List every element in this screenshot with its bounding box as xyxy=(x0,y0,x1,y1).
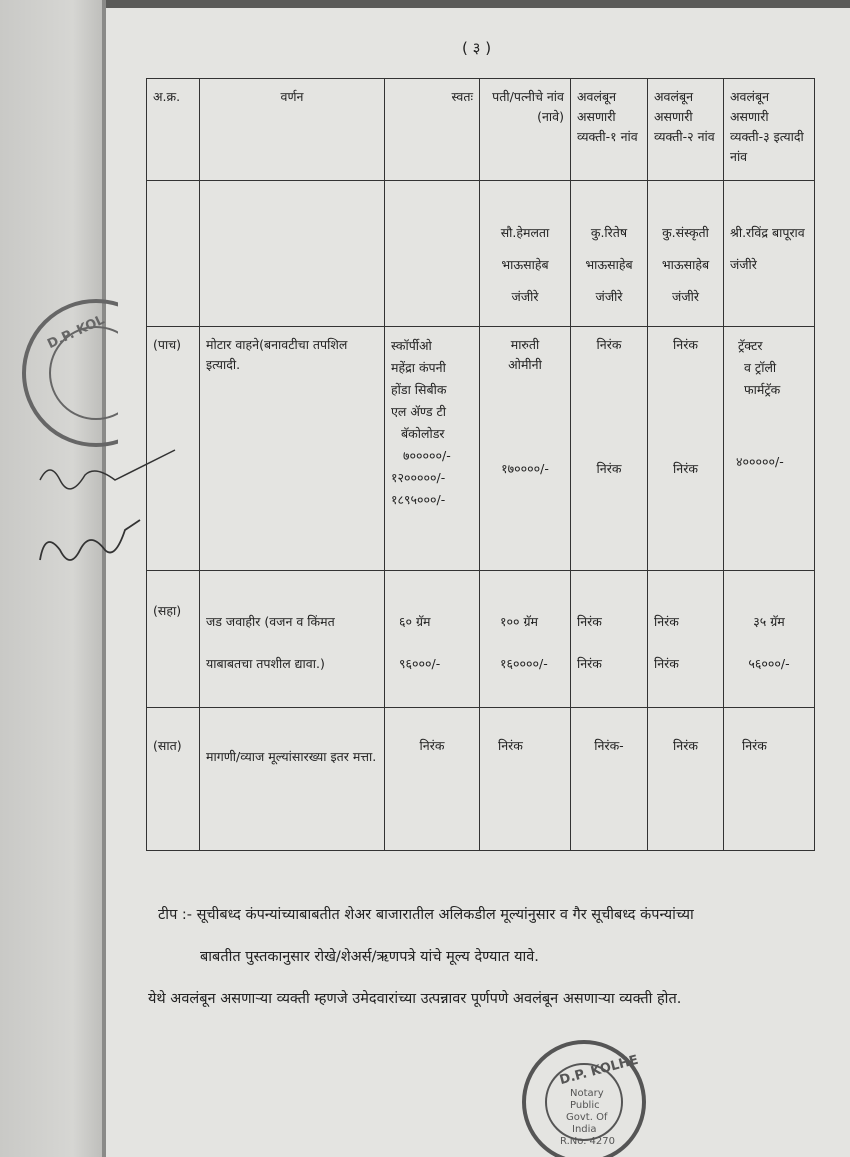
dependent-3-value: निरंक xyxy=(724,708,815,851)
value-line: १६००००/- xyxy=(500,656,548,671)
table-row xyxy=(147,708,815,851)
partial-notary-stamp-icon xyxy=(8,295,118,455)
value-line: स्कॉर्पीओ xyxy=(391,338,432,353)
header-spouse: पती/पत्नीचे नांव (नावे) xyxy=(480,79,571,181)
page-number: ( ३ ) xyxy=(462,39,492,57)
empty-cell xyxy=(200,181,385,327)
spouse-value: निरंक xyxy=(480,708,571,851)
svg-text:D.P. KOL: D.P. KOL xyxy=(45,312,108,353)
table-row xyxy=(147,571,815,708)
names-row xyxy=(147,181,815,327)
dependent-3-value xyxy=(724,571,815,708)
dependent-2-value: निरंक xyxy=(648,708,724,851)
header-dependent-2: अवलंबून असणारी व्यक्ती-२ नांव xyxy=(648,79,724,181)
value-line: १७००००/- xyxy=(501,461,549,476)
value-line: १२०००००/- xyxy=(391,470,446,485)
dependent-2-value xyxy=(648,571,724,708)
value-line: ९६०००/- xyxy=(399,656,441,671)
row-serial: (पाच) xyxy=(147,327,200,571)
header-description: वर्णन xyxy=(200,79,385,181)
value-line: ७०००००/- xyxy=(403,448,451,463)
self-value: निरंक xyxy=(385,708,480,851)
value-line: एल ॲण्ड टी xyxy=(391,404,447,419)
header-dependent-1: अवलंबून असणारी व्यक्ती-१ नांव xyxy=(571,79,648,181)
spouse-value xyxy=(480,571,571,708)
dependent-2-value xyxy=(648,327,724,571)
value-line: ६० ग्रॅम xyxy=(399,614,431,629)
table-row xyxy=(147,327,815,571)
row-description: मागणी/व्याज मूल्यांसारख्या इतर मत्ता. xyxy=(200,708,385,851)
value-line: ट्रॅक्टर xyxy=(738,338,763,353)
row-serial: (सात) xyxy=(147,708,200,851)
spouse-value xyxy=(480,327,571,571)
dependent-1-name: कु.रितेष भाऊसाहेब जंजीरे xyxy=(571,181,648,327)
value-line: निरंक xyxy=(673,337,698,352)
self-value xyxy=(385,571,480,708)
notary-stamp-icon xyxy=(512,1030,662,1157)
empty-cell xyxy=(147,181,200,327)
svg-text:D.P. KOLHE: D.P. KOLHE xyxy=(557,1052,641,1089)
value-line: होंडा सिबीक xyxy=(391,382,447,397)
value-line: बॅकोलोडर xyxy=(401,426,445,441)
scan-top-edge xyxy=(0,0,850,8)
value-line: फार्मट्रॅक xyxy=(744,382,781,397)
value-line: महेंद्रा कंपनी xyxy=(391,360,446,375)
svg-text:R.No. 4270: R.No. 4270 xyxy=(560,1136,615,1147)
header-dependent-3: अवलंबून असणारी व्यक्ती-३ इत्यादी नांव xyxy=(724,79,815,181)
row-serial: (सहा) xyxy=(147,571,200,708)
value-line: मारुती xyxy=(510,337,540,352)
dependent-1-value: निरंक- xyxy=(571,708,648,851)
note-line-1: टीप :- सूचीबध्द कंपन्यांच्याबाबतीत शेअर बाजारातील अलिकडील मूल्यांनुसार व गैर सूचीबध्द कंपन्यांच्या xyxy=(158,907,694,923)
value-line: निरंक xyxy=(654,656,679,671)
header-serial: अ.क्र. xyxy=(147,79,200,181)
value-line: निरंक xyxy=(673,461,698,476)
value-line: १८९५०००/- xyxy=(391,492,446,507)
value-line: निरंक xyxy=(596,337,622,352)
self-value xyxy=(385,327,480,571)
svg-text:Notary: Notary xyxy=(570,1088,604,1099)
header-row xyxy=(147,79,815,181)
svg-text:Public: Public xyxy=(570,1100,600,1111)
svg-text:Govt. Of: Govt. Of xyxy=(566,1112,608,1123)
assets-table xyxy=(146,78,815,851)
value-line: निरंक xyxy=(654,614,679,629)
dependent-1-value xyxy=(571,327,648,571)
value-line: ३५ ग्रॅम xyxy=(753,614,785,629)
signature-icon xyxy=(30,440,210,600)
value-line: १०० ग्रॅम xyxy=(500,614,538,629)
dependent-3-value xyxy=(724,327,815,571)
value-line: निरंक xyxy=(577,614,602,629)
note-line-3: येथे अवलंबून असणाऱ्या व्यक्ती म्हणजे उमेदवारांच्या उत्पन्नावर पूर्णपणे अवलंबून असणाऱ्या व्यक्ती होत. xyxy=(148,991,682,1007)
spouse-name: सौ.हेमलता भाऊसाहेब जंजीरे xyxy=(480,181,571,327)
svg-text:India: India xyxy=(572,1124,597,1135)
dependent-3-name: श्री.रविंद्र बापूराव जंजीरे xyxy=(724,181,815,327)
header-self: स्वतः xyxy=(385,79,480,181)
row-description: जड जवाहीर (वजन व किंमत याबाबतचा तपशील द्यावा.) xyxy=(200,571,385,708)
value-line: निरंक xyxy=(596,461,622,476)
dependent-2-name: कु.संस्कृती भाऊसाहेब जंजीरे xyxy=(648,181,724,327)
value-line: व ट्रॉली xyxy=(744,360,777,375)
value-line: निरंक xyxy=(577,656,602,671)
dependent-1-value xyxy=(571,571,648,708)
note-line-2: बाबतीत पुस्तकानुसार रोखे/शेअर्स/ऋणपत्रे यांचे मूल्य देण्यात यावे. xyxy=(200,949,539,965)
value-line: ५६०००/- xyxy=(748,656,790,671)
row-description: मोटार वाहने(बनावटीचा तपशिल इत्यादी. xyxy=(200,327,385,571)
empty-cell xyxy=(385,181,480,327)
value-line: ४०००००/- xyxy=(736,454,784,469)
value-line: ओमीनी xyxy=(508,357,542,372)
